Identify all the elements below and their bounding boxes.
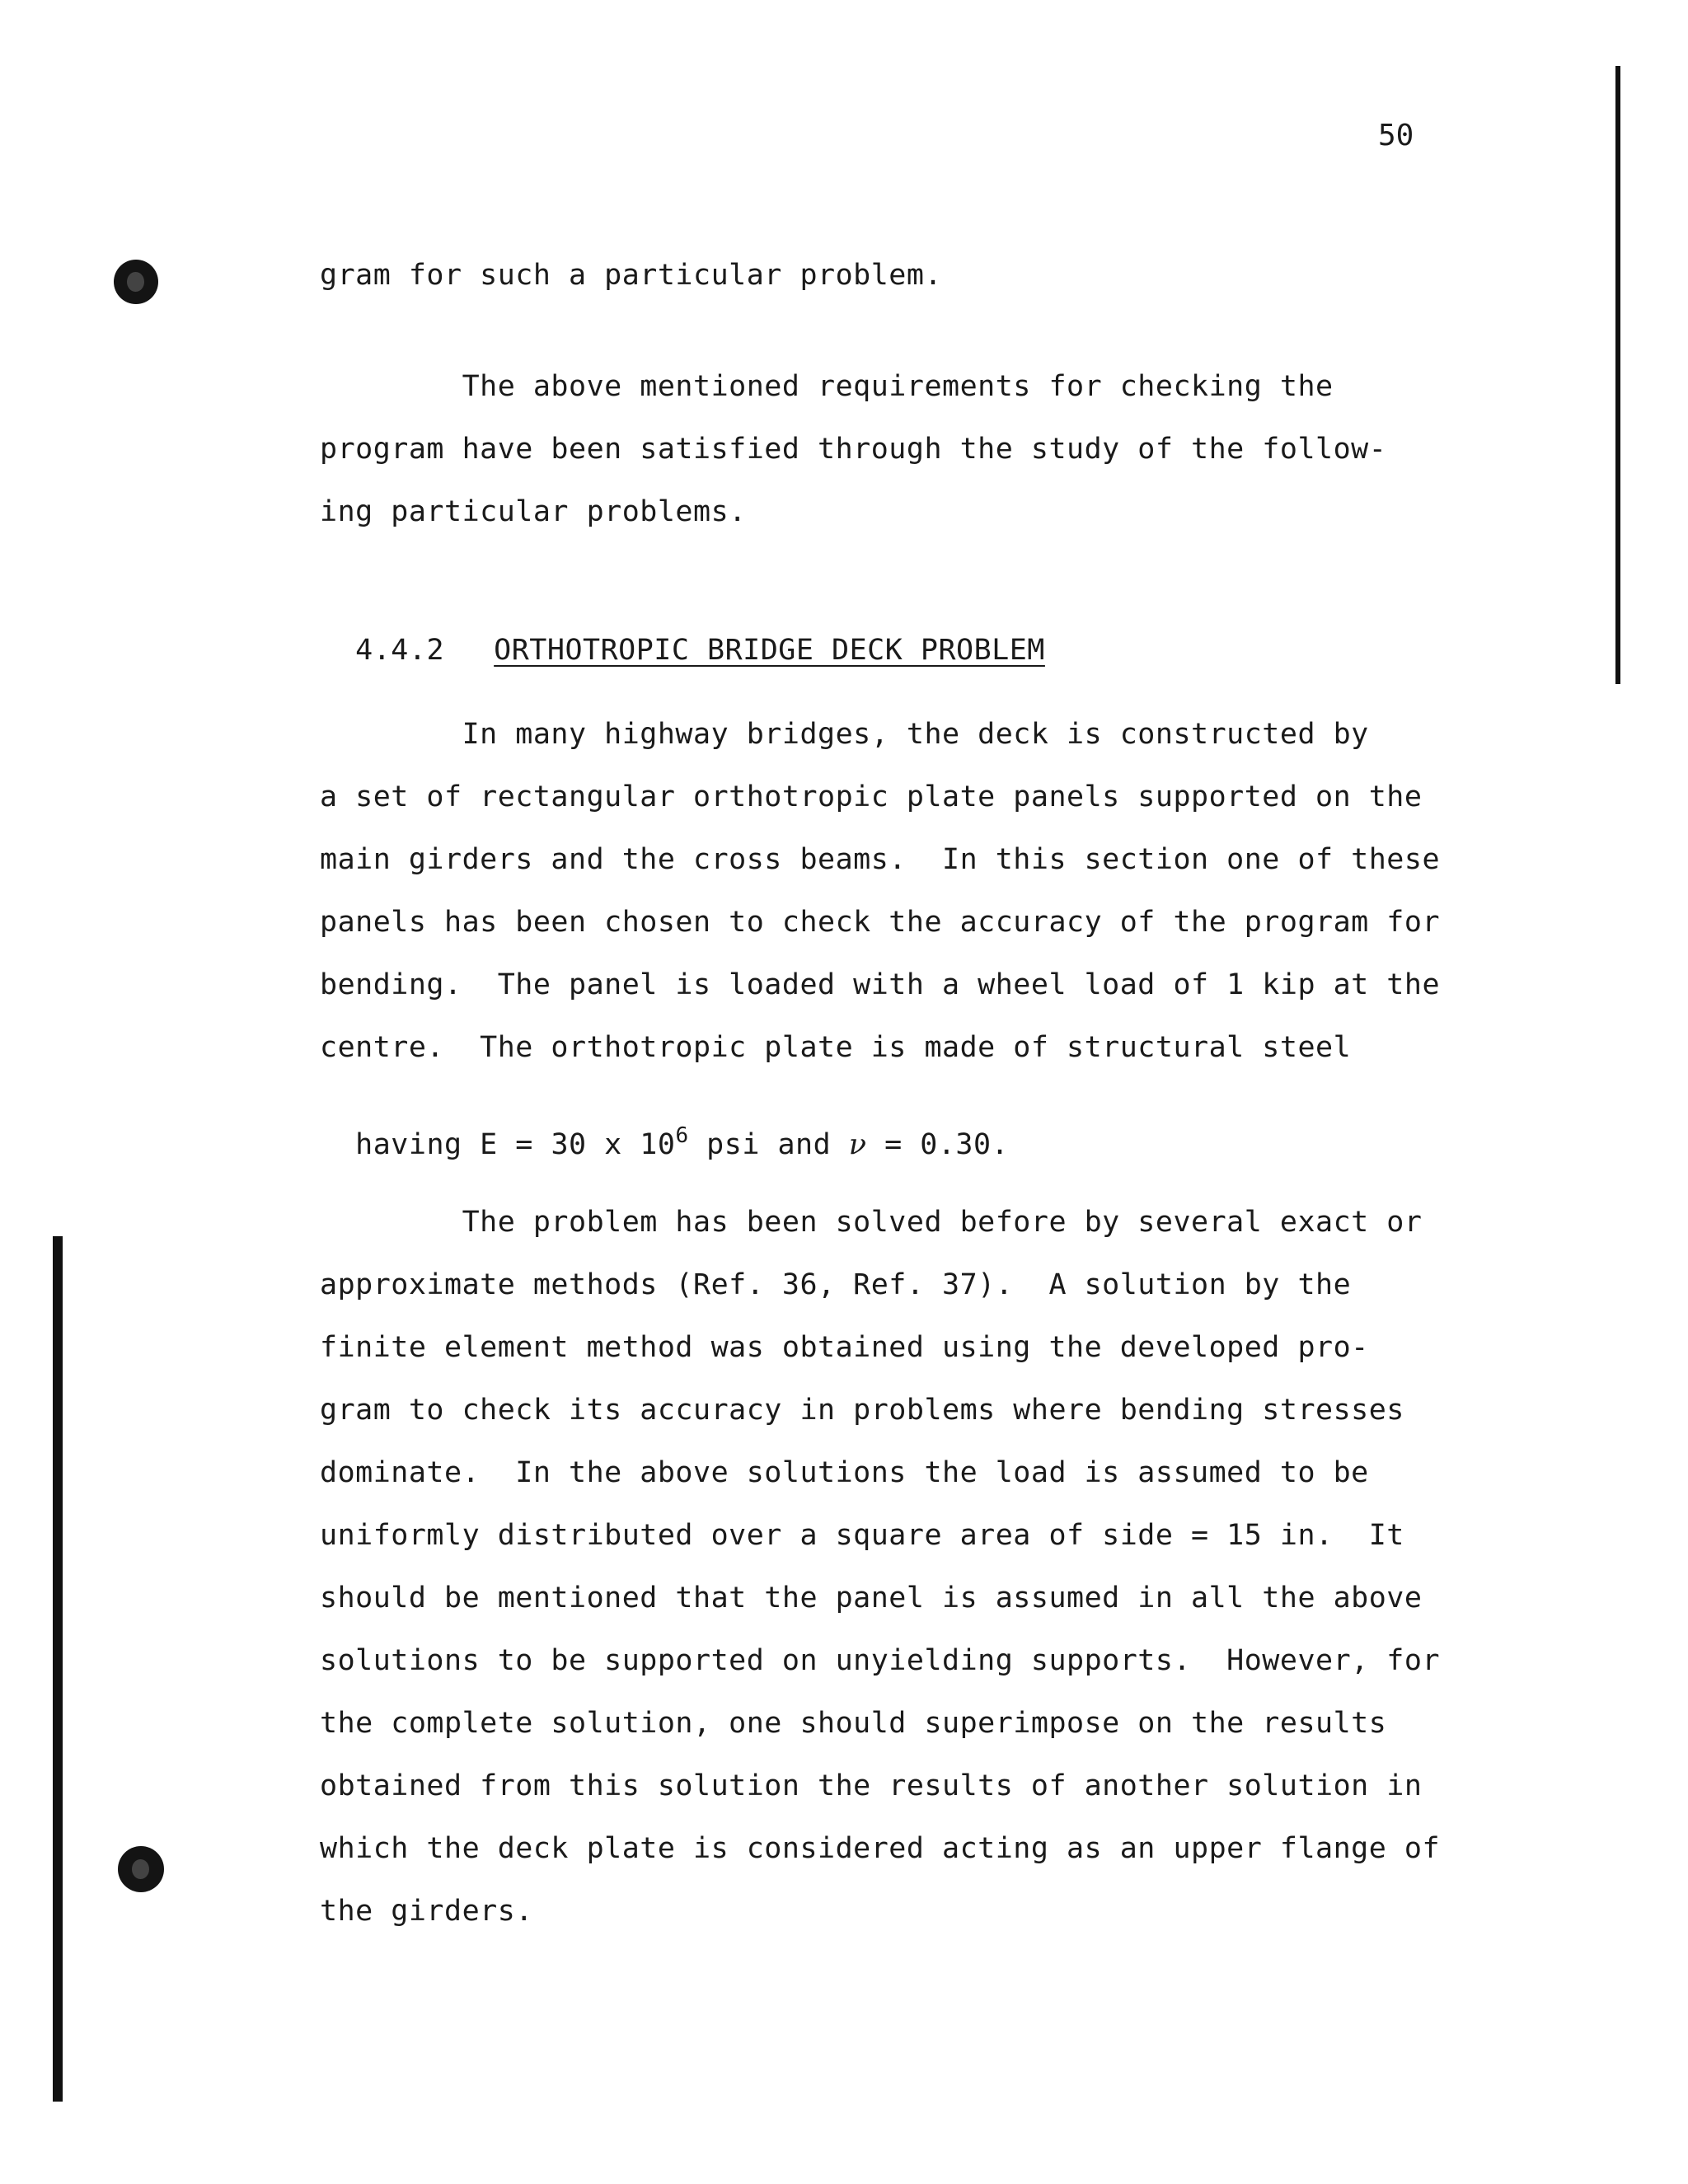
text-line-16: uniformly distributed over a square area of side = 15 in. It	[320, 1519, 1404, 1552]
text-line-13: finite element method was obtained using the developed pro-	[320, 1331, 1369, 1364]
text-line-19: the complete solution, one should superimpose on the results	[320, 1707, 1387, 1740]
scan-edge-left	[53, 1236, 63, 2102]
punch-hole-top	[114, 260, 158, 304]
text-line-20: obtained from this solution the results of another solution in	[320, 1769, 1423, 1802]
text-line-3: program have been satisfied through the study of the follow-	[320, 433, 1387, 466]
text-line-2: The above mentioned requirements for checking the	[320, 370, 1334, 403]
scan-edge-right	[1615, 66, 1620, 684]
formula-after: = 0.30.	[866, 1128, 1010, 1161]
section-number: 4.4.2	[355, 634, 445, 667]
section-heading	[320, 607, 1045, 665]
text-line-15: dominate. In the above solutions the load is assumed to be	[320, 1456, 1369, 1489]
text-line-5: In many highway bridges, the deck is constructed by	[320, 718, 1369, 751]
formula-line	[320, 1096, 1009, 1160]
text-line-22: the girders.	[320, 1895, 533, 1928]
section-title: ORTHOTROPIC BRIDGE DECK PROBLEM	[494, 634, 1045, 667]
text-line-18: solutions to be supported on unyielding supports. However, for	[320, 1644, 1441, 1677]
text-line-21: which the deck plate is considered acting as an upper flange of	[320, 1832, 1441, 1865]
text-line-12: approximate methods (Ref. 36, Ref. 37). A solution by the	[320, 1268, 1352, 1301]
text-line-14: gram to check its accuracy in problems where bending stresses	[320, 1394, 1404, 1427]
text-line-7: main girders and the cross beams. In this section one of these	[320, 843, 1441, 876]
text-line-6: a set of rectangular orthotropic plate panels supported on the	[320, 780, 1423, 813]
text-line-8: panels has been chosen to check the accuracy of the program for	[320, 906, 1441, 939]
text-line-9: bending. The panel is loaded with a wheel load of 1 kip at the	[320, 968, 1441, 1001]
page-number: 50	[1378, 119, 1414, 152]
poisson-symbol: ν	[848, 1128, 867, 1161]
formula-exponent: 6	[675, 1123, 689, 1148]
text-line-10: centre. The orthotropic plate is made of structural steel	[320, 1031, 1352, 1064]
text-line-1: gram for such a particular problem.	[320, 259, 943, 292]
punch-hole-bottom	[118, 1846, 164, 1892]
formula-before: having E = 30 x 10	[355, 1128, 676, 1161]
formula-middle: psi and	[688, 1128, 849, 1161]
text-line-4: ing particular problems.	[320, 495, 747, 528]
text-line-17: should be mentioned that the panel is assumed in all the above	[320, 1582, 1423, 1615]
text-line-11: The problem has been solved before by several exact or	[320, 1206, 1423, 1239]
